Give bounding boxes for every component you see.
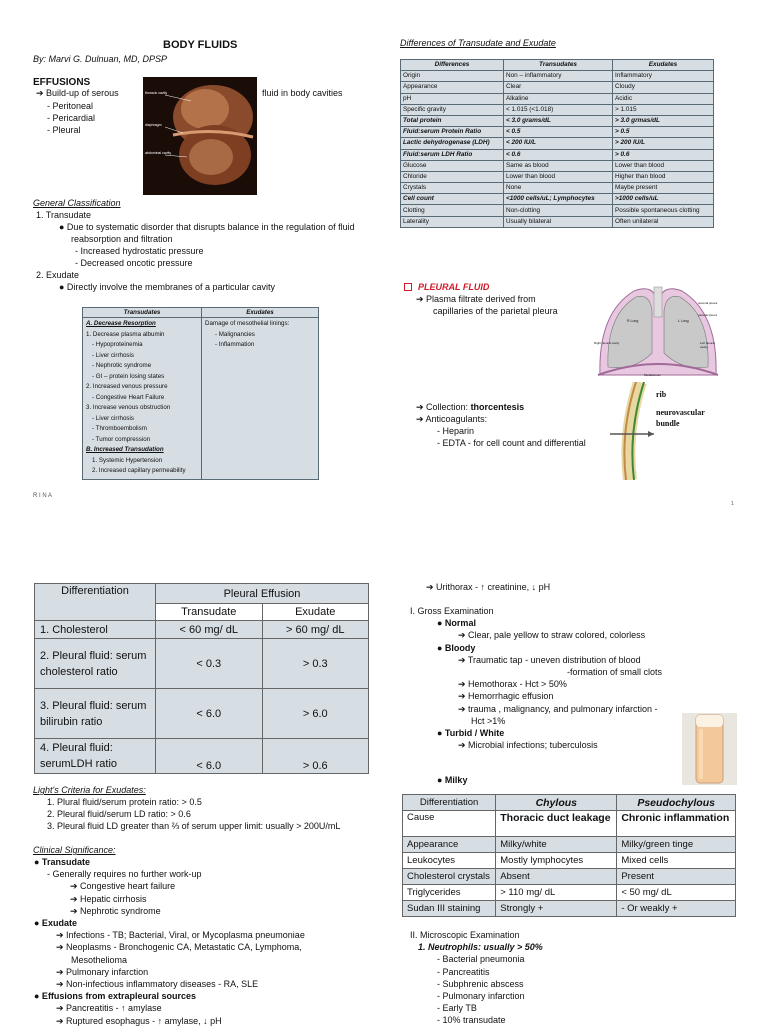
table-row bbox=[401, 194, 714, 205]
table-cell: < 1.015 (<1.018) bbox=[504, 104, 613, 115]
table-cell: < 50 mg/ dL bbox=[617, 885, 736, 901]
table-cell: > 60 mg/ dL bbox=[262, 621, 369, 639]
text-line: - Early TB bbox=[437, 1003, 477, 1014]
table-cell: Non-clotting bbox=[504, 205, 613, 216]
rib-label: neurovascular bbox=[656, 408, 705, 417]
classification-line: - Decreased oncotic pressure bbox=[75, 258, 193, 268]
table-cell: > 3.0 grmas/dL bbox=[613, 115, 714, 126]
table-cell: > 200 IU/L bbox=[613, 138, 714, 149]
lung-label: Right pleural cavity bbox=[594, 341, 620, 345]
table-cell: Cell count bbox=[401, 194, 504, 205]
table-row bbox=[401, 138, 714, 149]
lung-label: Mediastinum bbox=[644, 373, 662, 377]
urithorax-line: ➔ Urithorax - ↑ creatinine, ↓ pH bbox=[426, 582, 551, 592]
table-cell: > 110 mg/ dL bbox=[496, 885, 617, 901]
text-line: II. Microscopic Examination bbox=[410, 930, 520, 940]
table-cell: Chronic inflammation bbox=[617, 811, 736, 837]
image-label: diaphragm bbox=[145, 123, 162, 127]
text-line: ➔ Traumatic tap - uneven distribution of blood bbox=[458, 654, 641, 665]
table-cell: Milky/white bbox=[496, 837, 617, 853]
table-cell: Appearance bbox=[401, 82, 504, 93]
transudates-cell: A. Decrease Resorption 1. Decrease plasma albumin - Hypoproteinemia - Liver cirrhosis - Nephrotic syndrome - GI – protein losing states 2. Increased venous pressure - Congestive Heart Failure 3. Increase venous obstruction - Liver cirrhosis - Thromboembolism - Tumor compression B. Increased Transudation 1. Systemic Hypertension 2. Increased capillary permeability bbox=[83, 318, 202, 480]
table-row bbox=[401, 104, 714, 115]
table-header: Exudates bbox=[613, 60, 714, 71]
table-row bbox=[401, 149, 714, 160]
table-cell: Laterality bbox=[401, 216, 504, 227]
table-cell: Strongly + bbox=[496, 901, 617, 917]
table-cell: < 0.6 bbox=[504, 149, 613, 160]
table-cell: < 200 IU/L bbox=[504, 138, 613, 149]
text-line: ● Exudate bbox=[34, 918, 77, 928]
text-line: ➔ Hemothorax - Hct > 50% bbox=[458, 679, 567, 690]
lung-diagram bbox=[594, 283, 722, 380]
classification-table bbox=[82, 307, 319, 480]
table-cell: < 0.5 bbox=[504, 127, 613, 138]
table-cell: Lactic dehydrogenase (LDH) bbox=[401, 138, 504, 149]
effusion-line: - Peritoneal bbox=[47, 101, 94, 111]
classification-line: 1. Transudate bbox=[36, 210, 92, 220]
table-cell: Appearance bbox=[403, 837, 496, 853]
text-line: - 10% transudate bbox=[437, 1015, 506, 1026]
table-cell: Fluid:serum Protein Ratio bbox=[401, 127, 504, 138]
effusion-line: - Pericardial bbox=[47, 113, 96, 123]
general-classification-heading: General Classification bbox=[33, 198, 121, 208]
table-cell: Higher than blood bbox=[613, 171, 714, 182]
table-cell: Crystals bbox=[401, 183, 504, 194]
collection-line: ➔ Collection: thorcentesis bbox=[416, 402, 525, 412]
text-line: - Subphrenic abscess bbox=[437, 978, 524, 989]
chylous-table bbox=[402, 794, 736, 917]
text-line: - Pancreatitis bbox=[437, 966, 490, 977]
text-line: ➔ Microbial infections; tuberculosis bbox=[458, 740, 598, 751]
table-cell: Sudan III staining bbox=[403, 901, 496, 917]
pleural-line: capillaries of the parietal pleura bbox=[433, 306, 558, 316]
pleural-effusion-table bbox=[34, 583, 369, 774]
table-row bbox=[401, 216, 714, 227]
table-cell: < 0.3 bbox=[156, 639, 263, 689]
table-header: Pleural Effusion bbox=[156, 584, 369, 604]
lung-label: R Lung bbox=[627, 319, 639, 323]
text-line: ➔ Clear, pale yellow to straw colored, colorless bbox=[458, 630, 646, 641]
text-line: ➔ Hemorrhagic effusion bbox=[458, 691, 554, 702]
text-line: ➔ Ruptured esophagus - ↑ amylase, ↓ pH bbox=[56, 1015, 222, 1026]
table-header: Exudate bbox=[262, 604, 369, 621]
table-cell: Clotting bbox=[401, 205, 504, 216]
table-cell: 3. Pleural fluid: serum bilirubin ratio bbox=[35, 689, 156, 739]
lights-line: 2. Pleural fluid/serum LD ratio: > 0.6 bbox=[47, 809, 191, 819]
table-cell: Lower than blood bbox=[613, 160, 714, 171]
table-cell: > 0.5 bbox=[613, 127, 714, 138]
table-cell: Leukocytes bbox=[403, 853, 496, 869]
anatomy-image bbox=[143, 77, 257, 195]
classification-line: ● Directly involve the membranes of a particular cavity bbox=[59, 282, 276, 292]
table-cell: Alkaline bbox=[504, 93, 613, 104]
classification-line: 2. Exudate bbox=[36, 270, 80, 280]
table-cell: Fluid:serum LDH Ratio bbox=[401, 149, 504, 160]
lung-label: Left pleural cavity bbox=[700, 341, 715, 349]
text-line: I. Gross Examination bbox=[410, 606, 494, 616]
pleural-fluid-heading: PLEURAL FLUID bbox=[418, 282, 490, 292]
lights-line: 3. Pleural fluid LD greater than ⅔ of serum upper limit: usually > 200U/mL bbox=[47, 821, 341, 831]
table-cell: Present bbox=[617, 869, 736, 885]
table-cell: < 60 mg/ dL bbox=[156, 621, 263, 639]
text-line: - Generally requires no further work-up bbox=[47, 869, 202, 880]
table-header: Chylous bbox=[496, 795, 617, 811]
differences-heading: Differences of Transudate and Exudate bbox=[400, 38, 556, 48]
table-cell: Acidic bbox=[613, 93, 714, 104]
table-cell: Clear bbox=[504, 82, 613, 93]
table-cell: 2. Pleural fluid: serum cholesterol ratio bbox=[35, 639, 156, 689]
table-cell: Maybe present bbox=[613, 183, 714, 194]
author-line: By: Marvi G. Dulnuan, MD, DPSP bbox=[33, 54, 168, 64]
rib-label: rib bbox=[656, 390, 667, 399]
table-cell: > 0.6 bbox=[613, 149, 714, 160]
table-cell: Mostly lymphocytes bbox=[496, 853, 617, 869]
anticoag-line: - EDTA - for cell count and differential bbox=[437, 438, 586, 448]
text-line: ➔ Congestive heart failure bbox=[70, 881, 176, 892]
text-line: Mesothelioma bbox=[71, 954, 128, 965]
table-cell: Thoracic duct leakage bbox=[496, 811, 617, 837]
table-cell: Cause bbox=[403, 811, 496, 837]
text-line: ● Bloody bbox=[437, 642, 476, 653]
table-cell: <1000 cells/uL; Lymphocytes bbox=[504, 194, 613, 205]
table-cell: < 6.0 bbox=[156, 689, 263, 739]
table-header: Differences bbox=[401, 60, 504, 71]
fluid-text: fluid in body cavities bbox=[262, 88, 343, 98]
table-header: Transudates bbox=[83, 308, 202, 318]
table-header: Differentiation bbox=[35, 584, 156, 621]
rib-label: bundle bbox=[656, 419, 680, 428]
text-line: -formation of small clots bbox=[567, 667, 663, 677]
image-label: abdominal cavity bbox=[145, 151, 172, 155]
differences-table bbox=[400, 59, 714, 228]
text-line: ➔ Nephrotic syndrome bbox=[70, 905, 161, 916]
table-cell: 1. Cholesterol bbox=[35, 621, 156, 639]
table-cell: pH bbox=[401, 93, 504, 104]
classification-line: ● Due to systematic disorder that disrupts balance in the regulation of fluid bbox=[59, 222, 355, 232]
table-cell: None bbox=[504, 183, 613, 194]
table-cell: Absent bbox=[496, 869, 617, 885]
table-cell: > 1.015 bbox=[613, 104, 714, 115]
table-row bbox=[401, 82, 714, 93]
table-cell: < 6.0 bbox=[156, 739, 263, 774]
text-line: 1. Neutrophils: usually > 50% bbox=[418, 942, 543, 953]
text-line: Hct >1% bbox=[471, 715, 506, 726]
text-line: ➔ Pancreatitis - ↑ amylase bbox=[56, 1003, 162, 1014]
table-cell: 4. Pleural fluid: serumLDH ratio bbox=[35, 739, 156, 774]
table-cell: Milky/green tinge bbox=[617, 837, 736, 853]
lung-label: L Lung bbox=[678, 319, 689, 323]
table-cell: Chloride bbox=[401, 171, 504, 182]
table-cell: Origin bbox=[401, 71, 504, 82]
table-cell: Possible spontaneous clotting bbox=[613, 205, 714, 216]
table-cell: Lower than blood bbox=[504, 171, 613, 182]
table-cell: Glucose bbox=[401, 160, 504, 171]
lights-line: 1. Plural fluid/serum protein ratio: > 0.5 bbox=[47, 797, 202, 807]
image-label: thoracic cavity bbox=[145, 91, 168, 95]
lights-criteria-heading: Light's Criteria for Exudates: bbox=[33, 785, 146, 795]
text-line: - Pulmonary infarction bbox=[437, 991, 525, 1001]
text-line: - Bacterial pneumonia bbox=[437, 954, 525, 965]
table-cell: < 3.0 grams/dL bbox=[504, 115, 613, 126]
table-row bbox=[401, 205, 714, 216]
table-row bbox=[401, 160, 714, 171]
text-line: ➔ Infections - TB; Bacterial, Viral, or Mycoplasma pneumoniae bbox=[56, 930, 305, 941]
effusion-line: - Pleural bbox=[47, 125, 81, 135]
table-cell: Inflammatory bbox=[613, 71, 714, 82]
table-header: Transudates bbox=[504, 60, 613, 71]
exudates-cell: Damage of mesothelial linings: - Malignancies - Inflammation bbox=[202, 318, 319, 480]
text-line: ➔ Neoplasms - Bronchogenic CA, Metastatic CA, Lymphoma, bbox=[56, 942, 302, 953]
text-line: ➔ Pulmonary infarction bbox=[56, 966, 149, 977]
table-cell: Non – inflammatory bbox=[504, 71, 613, 82]
table-row bbox=[401, 127, 714, 138]
clinical-significance-heading: Clinical Significance: bbox=[33, 845, 116, 855]
milky-heading: ● Milky bbox=[437, 775, 468, 785]
text-line: ● Normal bbox=[437, 618, 476, 629]
anticoag-line: ➔ Anticoagulants: bbox=[416, 414, 488, 424]
footer-right: 1 bbox=[731, 501, 734, 507]
text-line: ● Transudate bbox=[34, 857, 90, 867]
table-row bbox=[401, 71, 714, 82]
table-cell: Usually bilateral bbox=[504, 216, 613, 227]
classification-line: - Increased hydrostatic pressure bbox=[75, 246, 204, 256]
table-cell: Mixed cells bbox=[617, 853, 736, 869]
table-row bbox=[401, 183, 714, 194]
table-cell: - Or weakly + bbox=[617, 901, 736, 917]
classification-line: reabsorption and filtration bbox=[71, 234, 173, 244]
text-line: ➔ trauma , malignancy, and pulmonary infarction - bbox=[458, 703, 658, 714]
effusions-heading: EFFUSIONS bbox=[33, 77, 91, 88]
table-cell: >1000 cells/uL bbox=[613, 194, 714, 205]
table-row bbox=[401, 93, 714, 104]
table-cell: Often unilateral bbox=[613, 216, 714, 227]
checkbox-icon bbox=[404, 283, 412, 291]
table-header: Pseudochylous bbox=[617, 795, 736, 811]
fluid-tube-image bbox=[682, 713, 737, 785]
lung-label: parietal pleura bbox=[698, 313, 718, 317]
table-cell: Cholesterol crystals bbox=[403, 869, 496, 885]
table-cell: > 0.6 bbox=[262, 739, 369, 774]
table-row bbox=[401, 115, 714, 126]
thoracentesis-diagram bbox=[610, 382, 654, 480]
lung-label: visceral pleura bbox=[698, 301, 718, 305]
table-header: Transudate bbox=[156, 604, 263, 621]
pleural-line: ➔ Plasma filtrate derived from bbox=[416, 294, 536, 304]
table-cell: Total protein bbox=[401, 115, 504, 126]
anticoag-line: - Heparin bbox=[437, 426, 475, 436]
table-header: Exudates bbox=[202, 308, 319, 318]
table-cell: Triglycerides bbox=[403, 885, 496, 901]
table-cell: Same as blood bbox=[504, 160, 613, 171]
text-line: ● Turbid / White bbox=[437, 728, 505, 738]
table-cell: > 6.0 bbox=[262, 689, 369, 739]
footer-left: R I N A bbox=[33, 493, 53, 499]
text-line: ● Effusions from extrapleural sources bbox=[34, 991, 196, 1002]
table-cell: Cloudy bbox=[613, 82, 714, 93]
effusion-line: ➔ Build-up of serous bbox=[36, 88, 119, 98]
table-cell: > 0.3 bbox=[262, 639, 369, 689]
table-cell: Specific gravity bbox=[401, 104, 504, 115]
page-title: BODY FLUIDS bbox=[163, 39, 238, 51]
table-header: Differentiation bbox=[403, 795, 496, 811]
table-row bbox=[401, 171, 714, 182]
text-line: ➔ Non-infectious inflammatory diseases - RA, SLE bbox=[56, 979, 259, 989]
text-line: ➔ Hepatic cirrhosis bbox=[70, 893, 147, 904]
